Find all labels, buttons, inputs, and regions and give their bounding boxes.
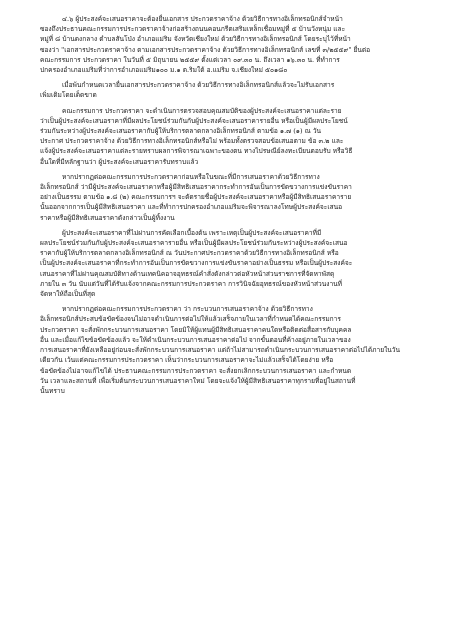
text-line: แจ้งผู้ประสงค์จะเสนอราคาแต่ละรายทราบผลการพิจารณาเฉพาะของตน ทางไปรษณีย์ลงทะเบียนตอบรับ หรือวิธี bbox=[40, 147, 353, 156]
text-line: อย่างเป็นธรรม ตามข้อ ๑.๘ (๒) คณะกรรมการฯ จะตัดรายชื่อผู้ประสงค์จะเสนอราคาหรือผู้มีสิทธิเสนอราคาราย bbox=[40, 193, 352, 202]
text-line: เสนอราคาที่ไม่ผ่านคุณสมบัติทางด้านเทคนิคอาจอุทธรณ์คำสั่งดังกล่าวต่อหัวหน้าส่วนราชการที่จัดหาพัสดุ bbox=[40, 269, 335, 278]
text-line: ซองถึงประธานคณะกรรมการประกวดราคาจ้างก่อสร้างถนนคอนกรีตเสริมเหล็กเชื่อมหมู่ที่ ๕ บ้านวังหนุ่ม และ bbox=[40, 25, 346, 34]
text-line: ผู้ประสงค์จะเสนอราคาที่ไม่ผ่านการคัดเลือกเบื้องต้น เพราะเหตุเป็นผู้ประสงค์จะเสนอราคาที่มี bbox=[62, 228, 322, 237]
paragraph bbox=[40, 304, 420, 396]
paragraph bbox=[40, 106, 420, 167]
text-line: ผลประโยชน์ร่วมกันกับผู้ประสงค์จะเสนอราคารายอื่น หรือเป็นผู้มีผลประโยชน์ร่วมกันระหว่างผู้ประสงค์จะเสนอ bbox=[40, 239, 348, 248]
text-line: นั้นออกจากการเป็นผู้มีสิทธิเสนอราคา และที่ทำการปกครองอำเภอแม่ริมจะพิจารณาลงโทษผู้ประสงค์จะเสนอ bbox=[40, 203, 343, 212]
text-line: ภายใน ๓ วัน นับแต่วันที่ได้รับแจ้งจากคณะกรรมการประกวดราคา การวินิจฉัยอุทธรณ์ของหัวหน้าส่วนงานที่ bbox=[40, 279, 343, 288]
text-line: การเสนอราคาที่ยังเหลืออยู่ก่อนจะสั่งพักกระบวนการเสนอราคา แต่ถ้าไม่สามารถดำเนินกระบวนการเสนอราคาต่อไปได้ภายในวัน bbox=[40, 346, 401, 355]
text-line: ๔.๖ ผู้ประสงค์จะเสนอราคาจะต้องยื่นเอกสาร ประกวดราคาจ้าง ด้วยวิธีการทางอิเล็กทรอนิกส์จำหน้า bbox=[62, 15, 343, 23]
text-line: ราคากับผู้ให้บริการตลาดกลางอิเล็กทรอนิกส์ ณ วันประกาศประกวดราคาด้วยวิธีการทางอิเล็กทรอนิกส์ หรือ bbox=[40, 249, 339, 258]
text-line: ปกครองอำเภอแม่ริมที่ว่าการอำเภอแม่ริม๑๐๐ ม.๑ ต.ริมใต้ อ.แม่ริม จ.เชียงใหม่ ๕๐๑๘๐ bbox=[40, 66, 288, 75]
text-line: คณะกรรมการ ประกวดราคา ในวันที่ ๕ มิถุนายน ๒๕๕๙ ตั้งแต่เวลา ๐๙.๓๐ น. ถึงเวลา ๑๖.๓๐ น. ที่ทำการ bbox=[40, 55, 340, 64]
text-line: ซองว่า "เอกสารประกวดราคาจ้าง ตามเอกสารประกวดราคาจ้าง ด้วยวิธีการทางอิเล็กทรอนิกส์ เลขที่ ๓/๒๕๕๙" ยื่นต่อ bbox=[40, 45, 371, 54]
text-line: ประกวดราคา จะสั่งพักกระบวนการเสนอราคา โดยมิให้ผู้แทนผู้มีสิทธิเสนอราคาคนใดหรือติดต่อสื่อสารกับบุคคล bbox=[40, 325, 352, 334]
text-line: เป็นผู้ประสงค์จะเสนอราคาที่กระทำการอันเป็นการขัดขวางการแข่งขันราคาอย่างเป็นธรรม หรือเป็นผู้ประสงค์จะ bbox=[40, 259, 353, 268]
text-line: เพิ่มเติมโดยเด็ดขาด bbox=[40, 91, 97, 100]
text-line: ราคาหรือผู้มีสิทธิเสนอราคาดังกล่าวเป็นผู้ทิ้งงาน bbox=[40, 213, 175, 222]
text-line: อิเล็กทรอนิกส์ ว่ามีผู้ประสงค์จะเสนอราคาหรือผู้มีสิทธิเสนอราคากระทำการอันเป็นการขัดขวางการแข่งขันราคา bbox=[40, 183, 352, 192]
text-line: ข้อขัดข้องไม่อาจแก้ไขได้ ประธานคณะกรรมการประกวดราคา จะสั่งยกเลิกกระบวนการเสนอราคา และกำหนด bbox=[40, 366, 352, 375]
text-line: หากปรากฏต่อคณะกรรมการประกวดราคาก่อนหรือในขณะที่มีการเสนอราคาด้วยวิธีการทาง bbox=[62, 172, 320, 181]
text-line: อื่นใดที่มีหลักฐานว่า ผู้ประสงค์จะเสนอราคารับทราบแล้ว bbox=[40, 157, 199, 166]
text-line: จัดหาให้ถือเป็นที่สุด bbox=[40, 290, 96, 299]
text-line: ร่วมกันระหว่างผู้ประสงค์จะเสนอราคากับผู้ให้บริการตลาดกลางอิเล็กทรอนิกส์ ตามข้อ ๑.๗ (๑) ณ วัน bbox=[40, 127, 322, 136]
text-line: เมื่อพ้นกำหนดเวลายื่นเอกสารประกวดราคาจ้าง ด้วยวิธีการทางอิเล็กทรอนิกส์แล้วจะไม่รับเอกสาร bbox=[62, 81, 335, 90]
paragraph bbox=[40, 14, 420, 75]
text-line: นั้นทราบ bbox=[40, 386, 65, 395]
text-line: อื่น และเมื่อแก้ไขข้อขัดข้องแล้ว จะให้ดำเนินกระบวนการเสนอราคาต่อไป จากขั้นตอนที่ค้างอยู่ภายในเวลาของ bbox=[40, 335, 351, 344]
text-line: เดียวกัน เว้นแต่คณะกรรมการประกวดราคา เห็นว่ากระบวนการเสนอราคาจะไม่แล้วเสร็จได้โดยง่าย หรือ bbox=[40, 356, 334, 365]
text-line: คณะกรรมการ ประกวดราคา จะดำเนินการตรวจสอบคุณสมบัติของผู้ประสงค์จะเสนอราคาแต่ละราย bbox=[62, 106, 342, 115]
text-line: หากปรากฏต่อคณะกรรมการประกวดราคา ว่า กระบวนการเสนอราคาจ้าง ด้วยวิธีการทาง bbox=[62, 305, 313, 314]
text-line: หมู่ที่ ๘ บ้านดงกลาง ตำบลสันโป่ง อำเภอแม่ริม จังหวัดเชียงใหม่ ด้วยวิธีการทางอิเล็กทรอนิกส์ โดยระบุไว้ที่หน้า bbox=[40, 35, 351, 44]
text-line: ประกาศ ประกวดราคาจ้าง ด้วยวิธีการทางอิเล็กทรอนิกส์หรือไม่ พร้อมทั้งตรวจสอบข้อเสนอตาม ข้อ ๓.๒ และ bbox=[40, 137, 344, 146]
paragraph bbox=[40, 172, 420, 223]
text-line: ว่าเป็นผู้ประสงค์จะเสนอราคาที่มีผลประโยชน์ร่วมกันกับผู้ประสงค์จะเสนอราคารายอื่น หรือเป็นผู้มีผลประโยชน์ bbox=[40, 116, 348, 125]
text-line: วัน เวลาและสถานที่ เพื่อเริ่มต้นกระบวนการเสนอราคาใหม่ โดยจะแจ้งให้ผู้มีสิทธิเสนอราคาทุกรายที่อยู่ในสถานที่ bbox=[40, 376, 356, 385]
paragraph bbox=[40, 80, 420, 100]
paragraph bbox=[40, 228, 420, 299]
text-line: อิเล็กทรอนิกส์ประสบข้อขัดข้องจนไม่อาจดำเนินการต่อไปให้แล้วเสร็จภายในเวลาที่กำหนดได้คณะกรรมการ bbox=[40, 315, 341, 324]
